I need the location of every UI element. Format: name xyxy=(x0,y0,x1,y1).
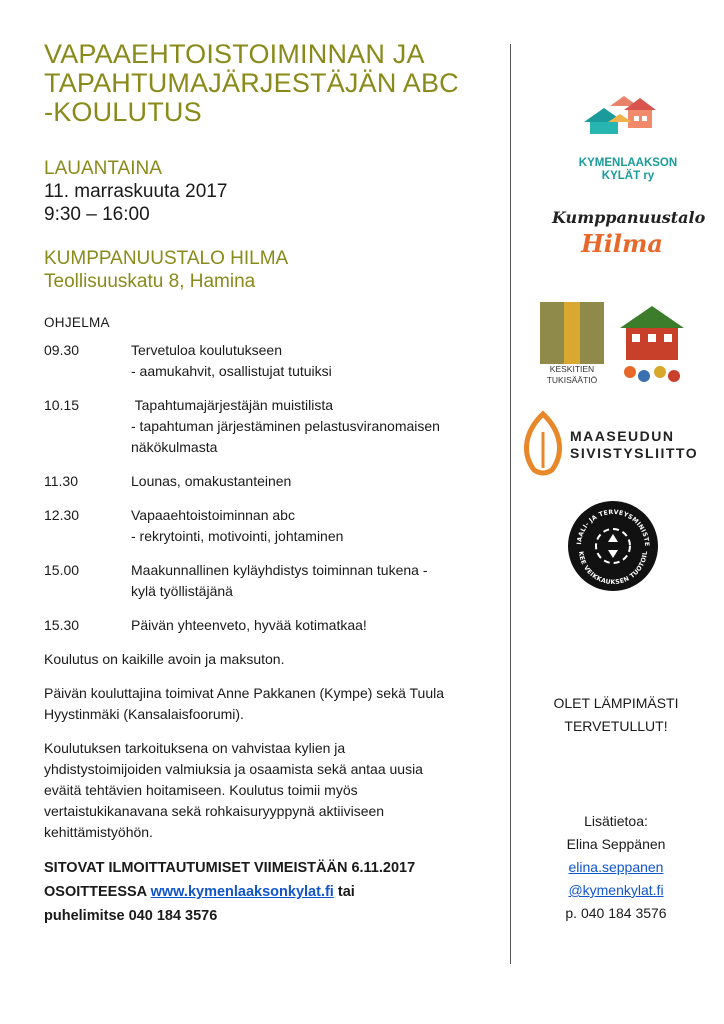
program-time: 10.15 xyxy=(44,397,80,413)
program-item xyxy=(44,615,494,636)
program-time: 11.30 xyxy=(44,473,78,489)
ministry-seal-bottom-text: KEE VEIKKAUKSEN TUOTOIL xyxy=(576,550,650,587)
ministry-seal-top-text: IAALI- JA TERVEYSMINISTE xyxy=(576,508,651,547)
program-item xyxy=(44,471,494,492)
paragraph-line: eväitä tehtävien hoitamiseen. Koulutus toimii myös xyxy=(44,782,358,798)
registration-address xyxy=(44,880,494,904)
program-line: Tervetuloa koulutukseen xyxy=(131,342,282,358)
event-date xyxy=(44,157,494,226)
program-line: - rekrytointi, motivointi, johtaminen xyxy=(131,528,344,544)
paragraph-free-entry: Koulutus on kaikille avoin ja maksuton. xyxy=(44,651,285,667)
keskitien-tukisaatio-logo xyxy=(540,302,604,388)
program-line: - tapahtuman järjestäminen pelastusviranomaisen xyxy=(131,418,440,434)
kumppanuustalo-hilma-logo xyxy=(552,208,706,278)
keskitien-logo-text xyxy=(540,364,604,388)
maaseudun-sivistysliitto-logo xyxy=(518,410,708,476)
program-line: Maakunnallinen kyläyhdistys toiminnan tukena - xyxy=(131,562,428,578)
ministry-seal xyxy=(567,500,659,592)
program-line: Lounas, omakustanteinen xyxy=(131,473,292,489)
contact-name: Elina Seppänen xyxy=(566,836,666,852)
program-item xyxy=(44,395,494,458)
program-description xyxy=(131,560,494,602)
registration-phone: puhelimitse 040 184 3576 xyxy=(44,908,218,924)
program-line: kylä työllistäjänä xyxy=(131,583,233,599)
village-house-illustration xyxy=(616,302,688,388)
contact-phone: p. 040 184 3576 xyxy=(565,905,667,921)
program-item xyxy=(44,505,494,547)
kymenlaakson-kylat-logo xyxy=(568,92,688,187)
title-line-1: VAPAAEHTOISTOIMINNAN JA xyxy=(44,39,425,69)
maaseudun-logo-text xyxy=(570,428,698,462)
program-line: Päivän yhteenveto, hyvää kotimatkaa! xyxy=(131,617,367,633)
program-description xyxy=(131,340,494,382)
program-line: Tapahtumajärjestäjän muistilista xyxy=(131,397,334,413)
welcome-line: OLET LÄMPIMÄSTI xyxy=(553,695,679,711)
main-column xyxy=(44,40,494,928)
registration-info xyxy=(44,856,494,928)
paragraph-line: Hyystinmäki (Kansalaisfoorumi). xyxy=(44,706,244,722)
event-day: LAUANTAINA xyxy=(44,158,162,179)
hilma-logo-line1: Kumppanuustalo xyxy=(552,208,706,227)
program-time: 09.30 xyxy=(44,342,80,358)
maaseudun-logo-line: MAASEUDUN xyxy=(570,428,675,444)
event-date-text: 11. marraskuuta 2017 xyxy=(44,181,228,202)
program-time: 15.30 xyxy=(44,617,80,633)
event-time: 9:30 – 16:00 xyxy=(44,204,150,225)
title-line-3: -KOULUTUS xyxy=(44,97,202,127)
venue-address: Teollisuuskatu 8, Hamina xyxy=(44,271,256,292)
kylat-logo-line: KYMENLAAKSON xyxy=(578,157,678,169)
event-venue xyxy=(44,247,494,293)
paragraph-line: yhdistystoimijoiden valmiuksia ja osaamista sekä antaa uusia xyxy=(44,761,423,777)
kylat-logo-line: KYLÄT ry xyxy=(601,170,655,182)
program-item xyxy=(44,340,494,382)
registration-link[interactable]: www.kymenlaaksonkylat.fi xyxy=(150,884,334,900)
venue-name: KUMPPANUUSTALO HILMA xyxy=(44,248,289,269)
kylat-logo-text xyxy=(568,157,688,183)
contact-label: Lisätietoa: xyxy=(584,813,648,829)
contact-info xyxy=(520,810,712,925)
program-time: 12.30 xyxy=(44,507,80,523)
hilma-logo-line2: Hilma xyxy=(581,229,663,258)
contact-email-link[interactable]: @kymenkylat.fi xyxy=(568,882,664,898)
program-description xyxy=(131,471,494,492)
paragraph-line: Koulutuksen tarkoituksena on vahvistaa kylien ja xyxy=(44,740,346,756)
registration-deadline: SITOVAT ILMOITTAUTUMISET VIIMEISTÄÄN 6.11.2017 xyxy=(44,860,416,876)
paragraph-purpose xyxy=(44,738,494,843)
program-line: näkökulmasta xyxy=(131,439,218,455)
program-line: - aamukahvit, osallistujat tutuiksi xyxy=(131,363,332,379)
welcome-line: TERVETULLUT! xyxy=(564,718,668,734)
paragraph-line: kehittämistyöhön. xyxy=(44,824,153,840)
program-list xyxy=(44,340,494,636)
program-time: 15.00 xyxy=(44,562,80,578)
registration-prefix: OSOITTEESSA xyxy=(44,884,151,900)
program-description xyxy=(131,395,494,458)
keskitien-logo-line: TUKISÄÄTIÖ xyxy=(546,375,598,385)
registration-suffix: tai xyxy=(333,884,355,900)
village-houses-icon xyxy=(568,92,688,152)
program-description xyxy=(131,615,494,636)
ministry-seal-icon xyxy=(567,500,659,592)
leaf-icon xyxy=(518,410,568,476)
paragraph-line: Päivän kouluttajina toimivat Anne Pakkanen (Kympe) sekä Tuula xyxy=(44,685,445,701)
keskitien-logo-line: KESKITIEN xyxy=(549,364,595,374)
welcome-message xyxy=(520,692,712,738)
contact-email-link[interactable]: elina.seppanen xyxy=(568,859,664,875)
paragraph-line: vertaistukikanavana sekä rohkaisuryyppynä aktiiviseen xyxy=(44,803,385,819)
program-heading: OHJELMA xyxy=(44,315,110,330)
event-title xyxy=(44,40,494,127)
paragraph-trainers xyxy=(44,683,494,725)
column-divider xyxy=(510,44,511,964)
program-description xyxy=(131,505,494,547)
program-line: Vapaaehtoistoiminnan abc xyxy=(131,507,295,523)
program-item xyxy=(44,560,494,602)
maaseudun-logo-line: SIVISTYSLIITTO xyxy=(570,445,699,461)
title-line-2: TAPAHTUMAJÄRJESTÄJÄN ABC xyxy=(44,68,459,98)
house-icon xyxy=(616,302,688,388)
